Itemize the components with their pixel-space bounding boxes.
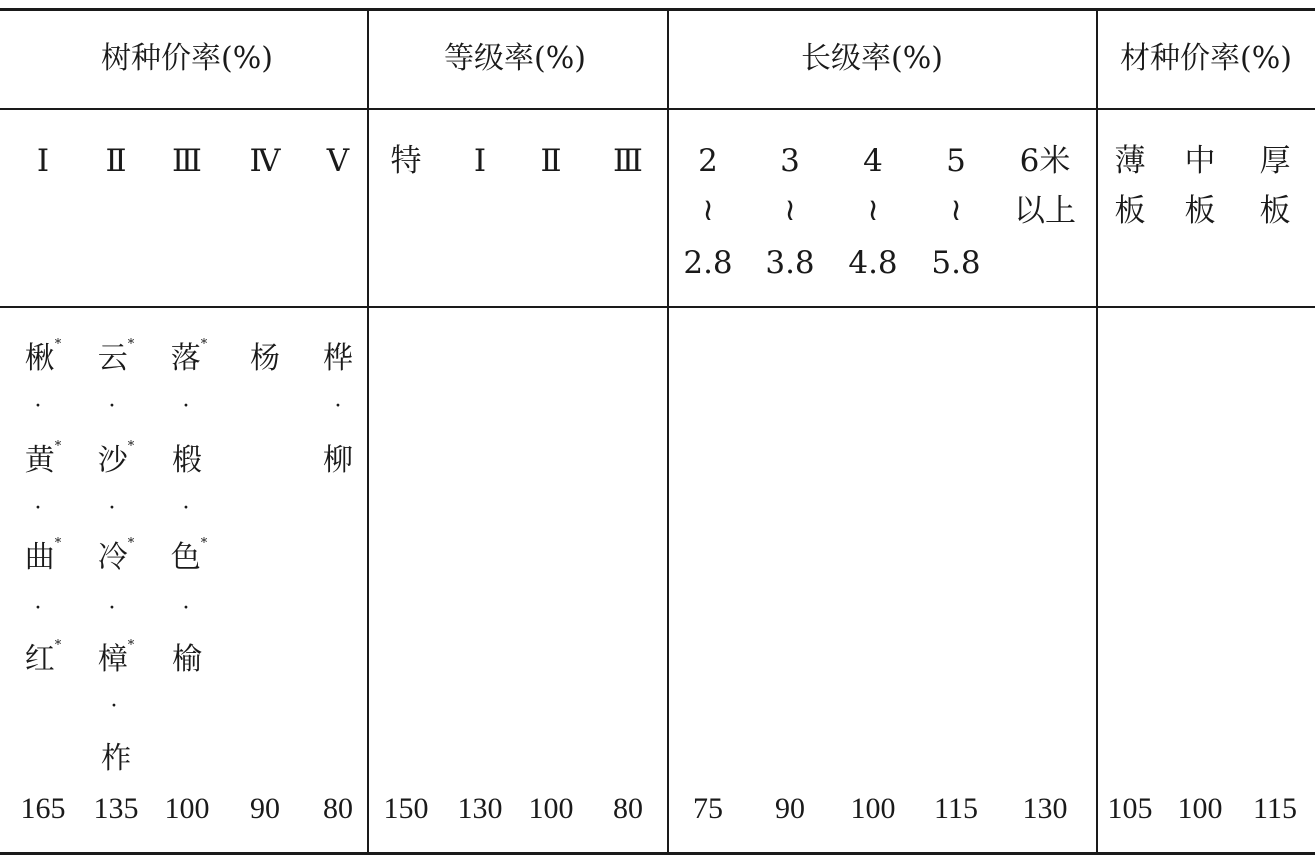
value-length-4: 100 bbox=[850, 792, 896, 825]
species-separator: · bbox=[182, 596, 190, 621]
value-length-2: 75 bbox=[693, 792, 723, 825]
length-grade-6-from: 6米 bbox=[1019, 143, 1071, 179]
length-grade-5-from: 5 bbox=[946, 143, 966, 179]
length-grade-4-sep: ≀ bbox=[867, 192, 879, 228]
value-length-6: 130 bbox=[1022, 792, 1068, 825]
species-separator: · bbox=[108, 496, 116, 521]
value-quality-iii: 80 bbox=[613, 792, 643, 825]
quality-grade-i: Ⅰ bbox=[473, 143, 487, 179]
species-name: 楸* bbox=[24, 337, 62, 376]
species-name: 桦 bbox=[323, 341, 353, 376]
column-divider-2 bbox=[667, 10, 669, 854]
length-grade-3-sep: ≀ bbox=[784, 192, 796, 228]
value-quality-i: 130 bbox=[457, 792, 503, 825]
header-grade-rate: 等级率(%) bbox=[444, 41, 586, 76]
species-name: 榆 bbox=[172, 642, 202, 677]
species-name: 曲* bbox=[24, 536, 62, 575]
lumber-thin-line2: 板 bbox=[1114, 193, 1146, 229]
subheader-divider bbox=[0, 306, 1315, 308]
species-separator: · bbox=[182, 394, 190, 419]
lumber-thick-line2: 板 bbox=[1259, 193, 1291, 229]
length-grade-3-from: 3 bbox=[780, 143, 800, 179]
value-species-iii: 100 bbox=[164, 792, 210, 825]
species-grade-iv: Ⅳ bbox=[249, 143, 281, 179]
species-separator: · bbox=[334, 394, 342, 419]
header-species-price-rate: 树种价率(%) bbox=[101, 41, 273, 76]
table-top-border bbox=[0, 8, 1315, 11]
species-separator: · bbox=[108, 394, 116, 419]
value-lumber-thick: 115 bbox=[1253, 792, 1297, 825]
value-species-iv: 90 bbox=[250, 792, 280, 825]
quality-grade-iii: Ⅲ bbox=[613, 143, 643, 179]
value-species-ii: 135 bbox=[93, 792, 139, 825]
lumber-medium-line2: 板 bbox=[1184, 193, 1216, 229]
species-separator: · bbox=[34, 394, 42, 419]
species-name: 杨 bbox=[250, 341, 280, 376]
species-grade-ii: Ⅱ bbox=[105, 143, 127, 179]
species-name: 柳 bbox=[323, 443, 353, 478]
species-name: 樟* bbox=[97, 638, 135, 677]
species-name: 红* bbox=[24, 638, 62, 677]
species-grade-iii: Ⅲ bbox=[172, 143, 202, 179]
column-divider-3 bbox=[1096, 10, 1098, 854]
length-grade-5-sep: ≀ bbox=[950, 192, 962, 228]
species-name: 椴 bbox=[172, 443, 202, 478]
species-name: 色* bbox=[170, 536, 208, 575]
length-grade-2-to: 2.8 bbox=[683, 245, 733, 281]
species-name: 沙* bbox=[97, 439, 135, 478]
length-grade-2-from: 2 bbox=[698, 143, 718, 179]
species-grade-i: Ⅰ bbox=[36, 143, 50, 179]
quality-grade-special: 特 bbox=[390, 143, 422, 179]
length-grade-3-to: 3.8 bbox=[765, 245, 815, 281]
header-lumber-price-rate: 材种价率(%) bbox=[1120, 41, 1292, 76]
species-name: 云* bbox=[97, 337, 135, 376]
species-name: 落* bbox=[170, 337, 208, 376]
value-lumber-medium: 100 bbox=[1177, 792, 1223, 825]
value-quality-special: 150 bbox=[383, 792, 429, 825]
value-species-v: 80 bbox=[323, 792, 353, 825]
species-grade-v: Ⅴ bbox=[326, 143, 350, 179]
quality-grade-ii: Ⅱ bbox=[540, 143, 562, 179]
species-name: 柞 bbox=[101, 741, 131, 776]
value-length-5: 115 bbox=[934, 792, 978, 825]
column-divider-1 bbox=[367, 10, 369, 854]
value-species-i: 165 bbox=[20, 792, 66, 825]
species-separator: · bbox=[34, 596, 42, 621]
length-grade-4-from: 4 bbox=[863, 143, 883, 179]
species-separator: · bbox=[108, 596, 116, 621]
length-grade-4-to: 4.8 bbox=[848, 245, 898, 281]
lumber-medium-line1: 中 bbox=[1184, 143, 1216, 179]
value-quality-ii: 100 bbox=[528, 792, 574, 825]
table-bottom-border bbox=[0, 852, 1315, 855]
species-separator: · bbox=[182, 496, 190, 521]
species-name: 冷* bbox=[97, 536, 135, 575]
length-grade-2-sep: ≀ bbox=[702, 192, 714, 228]
lumber-thin-line1: 薄 bbox=[1114, 143, 1146, 179]
value-lumber-thin: 105 bbox=[1107, 792, 1153, 825]
species-name: 黄* bbox=[24, 439, 62, 478]
species-separator: · bbox=[34, 496, 42, 521]
lumber-thick-line1: 厚 bbox=[1259, 143, 1291, 179]
length-grade-5-to: 5.8 bbox=[931, 245, 981, 281]
header-length-rate: 长级率(%) bbox=[801, 41, 943, 76]
species-separator: · bbox=[110, 694, 118, 719]
length-grade-6-to: 以上 bbox=[1014, 193, 1076, 229]
value-length-3: 90 bbox=[775, 792, 805, 825]
header-divider bbox=[0, 108, 1315, 110]
